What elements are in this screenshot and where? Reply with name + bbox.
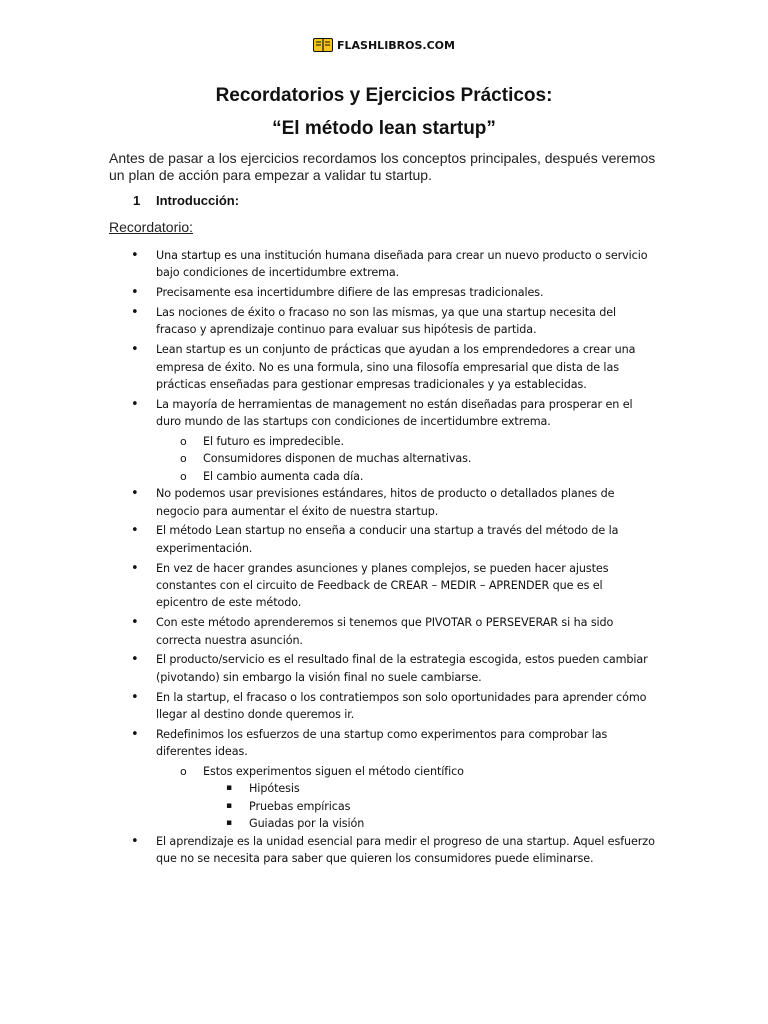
list-item-text: Guiadas por la visión <box>249 817 365 831</box>
list-item <box>0 450 653 467</box>
list-item <box>0 614 656 649</box>
bullet-marker: o <box>180 765 187 779</box>
bullet-marker: o <box>180 435 187 449</box>
bullet-marker: • <box>131 305 139 320</box>
list-item-text: Redefinimos los esfuerzos de una startup como experimentos para comprobar las diferentes ideas. <box>156 727 608 759</box>
list-item <box>0 651 656 686</box>
list-item <box>0 798 649 815</box>
list-item <box>0 726 656 761</box>
bullet-marker: • <box>131 523 139 539</box>
list-item-text: Con este método aprenderemos si tenemos que PIVOTAR o PERSEVERAR si ha sido correcta nuestra asunción. <box>156 616 614 647</box>
bullet-marker: • <box>131 615 139 631</box>
intro-paragraph: Antes de pasar a los ejercicios recordamos los conceptos principales, después veremos un plan de acción para empezar a validar tu startup. <box>109 150 656 183</box>
list-item <box>0 560 656 612</box>
bullet-marker: • <box>131 248 139 263</box>
bullet-marker: • <box>131 652 139 668</box>
list-item-text: En la startup, el fracaso o los contratiempos son solo oportunidades para aprender cómo llegar al destino donde queremos ir. <box>156 690 647 722</box>
list-item <box>0 780 649 797</box>
list-item <box>0 763 653 780</box>
list-item <box>0 833 656 868</box>
list-item-text: La mayoría de herramientas de management no están diseñadas para prosperar en el duro mundo de las startups con condiciones de incertidumbre extrema. <box>156 397 633 429</box>
list-item-text: Hipótesis <box>249 782 300 796</box>
bullet-marker: • <box>131 396 139 412</box>
bullet-marker: • <box>131 689 139 705</box>
book-icon <box>313 38 333 52</box>
list-item-text: El método Lean startup no enseña a conducir una startup a través del método de la experimentación. <box>156 524 619 555</box>
bullet-marker: ▪ <box>226 783 232 794</box>
list-item-text: El aprendizaje es la unidad esencial para medir el progreso de una startup. Aquel esfuerzo que no se necesita para saber que quieren los consumidores puede eliminarse. <box>156 834 655 866</box>
list-item <box>0 433 653 450</box>
list-item <box>0 485 656 520</box>
page-title: Recordatorios y Ejercicios Prácticos: <box>215 85 553 106</box>
section-heading <box>133 193 239 208</box>
list-item <box>0 247 656 282</box>
bullet-marker: o <box>180 452 187 466</box>
list-item-text: Consumidores disponen de muchas alternativas. <box>203 452 472 466</box>
list-item <box>0 689 656 724</box>
list-item <box>0 284 656 301</box>
subheading: Recordatorio: <box>109 219 194 235</box>
bullet-marker: • <box>131 560 139 576</box>
section-number: 1 <box>133 193 141 208</box>
list-item-text: En vez de hacer grandes asunciones y planes complejos, se pueden hacer ajustes constantes con el circuito de Feedback de CREAR – MEDIR – APRENDER que es el epicentro de este método. <box>156 561 609 610</box>
list-item-text: Lean startup es un conjunto de prácticas que ayudan a los emprendedores a crear una empresa de éxito. No es una formula, sino una filosofía empresarial que dista de las prácticas enseñadas para gestionar empresas tradicionales y ya establecidas. <box>156 343 636 392</box>
list-item-text: Una startup es una institución humana diseñada para crear un nuevo producto o servicio bajo condiciones de incertidumbre extrema. <box>156 249 648 280</box>
list-item-text: El futuro es impredecible. <box>203 435 344 449</box>
list-item-text: Estos experimentos siguen el método científico <box>203 765 464 779</box>
bullet-list <box>0 247 768 870</box>
list-item <box>0 341 656 393</box>
list-item-text: Las nociones de éxito o fracaso no son las mismas, ya que una startup necesita del fracaso y aprendizaje continuo para evaluar sus hipótesis de partida. <box>156 306 617 337</box>
bullet-marker: • <box>131 726 139 742</box>
bullet-marker: • <box>131 486 139 502</box>
bullet-marker: o <box>180 469 187 483</box>
bullet-marker: • <box>131 285 139 301</box>
list-item-text: Pruebas empíricas <box>249 799 351 813</box>
list-item-text: El producto/servicio es el resultado final de la estrategia escogida, estos pueden cambiar (pivotando) sin embargo la visión final no suele cambiarse. <box>156 653 648 684</box>
list-item-text: No podemos usar previsiones estándares, hitos de producto o detallados planes de negocio para aumentar el éxito de nuestra startup. <box>156 487 615 518</box>
bullet-marker: • <box>131 342 139 358</box>
bullet-marker: ▪ <box>226 800 232 811</box>
bullet-marker: • <box>131 833 139 849</box>
bullet-marker: ▪ <box>226 818 232 829</box>
list-item <box>0 522 656 557</box>
section-title: Introducción: <box>156 193 240 208</box>
list-item-text: El cambio aumenta cada día. <box>203 469 364 483</box>
list-item <box>0 815 649 832</box>
logo-text: FLASHLIBROS.COM <box>337 38 455 52</box>
site-logo <box>0 38 768 52</box>
list-item <box>0 468 653 485</box>
list-item <box>0 304 656 339</box>
list-item-text: Precisamente esa incertidumbre difiere de las empresas tradicionales. <box>156 286 544 300</box>
page-subtitle: “El método lean startup” <box>272 118 496 139</box>
list-item <box>0 396 656 431</box>
